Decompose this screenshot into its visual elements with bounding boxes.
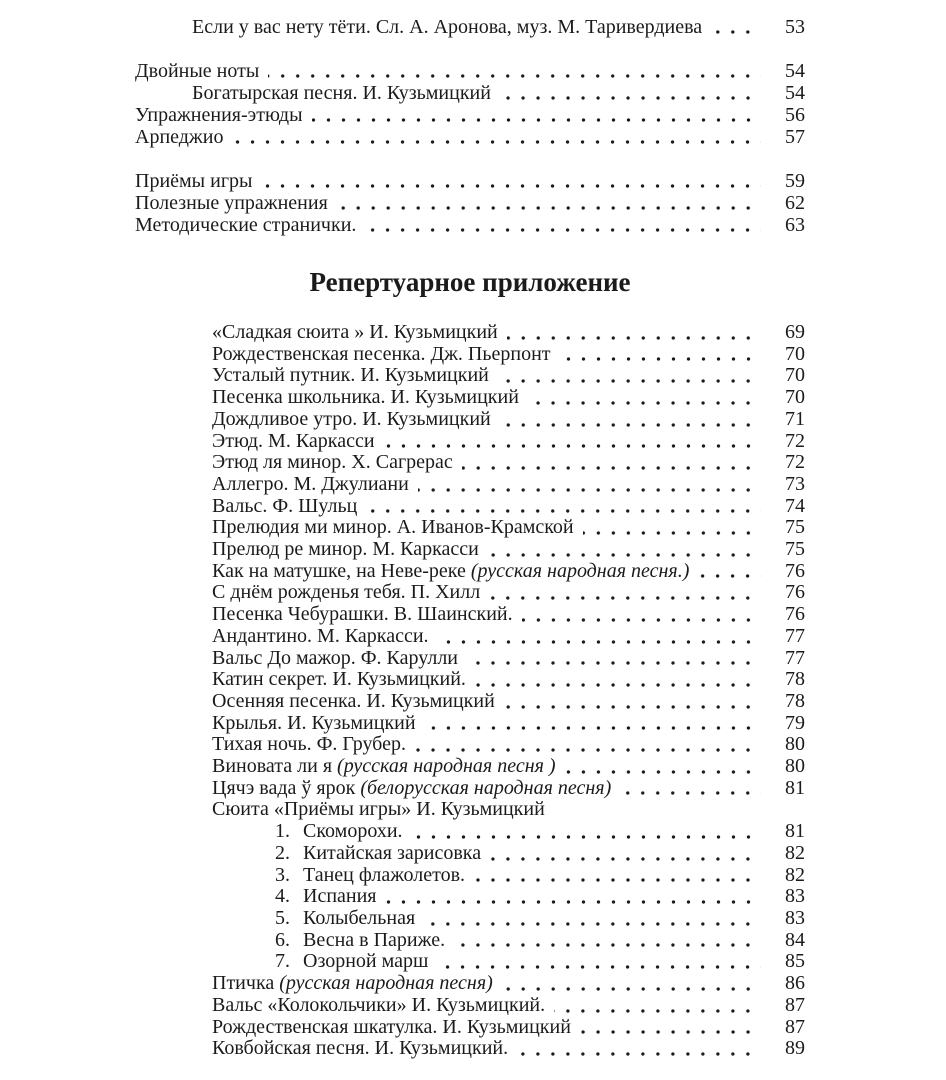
entry-title: Арпеджио <box>135 126 224 148</box>
entry-title: «Сладкая сюита » И. Кузьмицкий <box>212 321 498 343</box>
toc-entry <box>135 104 805 126</box>
dot-leader <box>502 987 761 991</box>
dot-leader <box>500 96 761 100</box>
toc-entry <box>212 734 805 756</box>
toc-entry <box>212 1017 805 1039</box>
page-number: 69 <box>785 321 805 343</box>
entry-title: Виновата ли я <box>212 755 338 778</box>
toc-entry <box>212 973 805 995</box>
dot-leader <box>454 943 761 947</box>
dot-leader <box>698 574 761 578</box>
toc-entry <box>212 409 805 431</box>
toc-entry <box>212 865 805 887</box>
toc-entry <box>212 1038 805 1060</box>
page-number: 75 <box>785 538 805 561</box>
dot-leader <box>711 30 761 34</box>
entry-title: Как на матушке, на Неве-реке <box>212 559 471 582</box>
item-number: 6. <box>275 928 290 951</box>
toc-entry <box>212 951 805 973</box>
toc-entry <box>212 496 805 518</box>
dot-leader <box>418 488 761 492</box>
toc-entry <box>212 431 805 453</box>
toc-entry <box>212 799 805 821</box>
dot-leader <box>489 596 761 600</box>
entry-title: Рождественская песенка. Дж. Пьерпонт <box>212 342 551 365</box>
dot-leader <box>365 228 761 232</box>
dot-leader <box>467 661 761 665</box>
toc-entry <box>212 821 805 843</box>
entry-title: Усталый путник. И. Кузьмицкий <box>212 364 489 387</box>
toc-entry <box>212 648 805 670</box>
dot-leader <box>312 118 761 122</box>
dot-leader <box>474 878 761 882</box>
page-number: 82 <box>785 841 805 864</box>
entry-title: Дождливое утро. И. Кузьмицкий <box>212 407 491 430</box>
page-number: 87 <box>785 1015 805 1038</box>
entry-title: Весна в Париже. <box>303 928 446 951</box>
dot-leader <box>517 1052 761 1056</box>
dot-leader <box>500 423 761 427</box>
page-number: 85 <box>785 950 805 973</box>
page-number: 53 <box>785 16 805 38</box>
entry-title: Вальс «Колокольчики» И. Кузьмицкий. <box>212 993 546 1016</box>
entry-title: Танец флажолетов. <box>303 863 466 886</box>
entry-title: Песенка Чебурашки. В. Шаинский. <box>212 603 513 626</box>
dot-leader <box>522 618 761 622</box>
entry-title: Цячэ вада ў ярок <box>212 776 361 799</box>
toc-entry <box>135 60 805 82</box>
page-number: 75 <box>785 516 805 539</box>
toc-entry <box>212 930 805 952</box>
toc-entry <box>212 322 805 344</box>
entry-title-italic: (белорусская народная песня) <box>360 776 612 799</box>
entry-title: Если у вас нету тёти. Сл. А. Аронова, муз. М. Таривердиева <box>192 16 703 38</box>
entry-title-italic: (русская народная песня) <box>279 972 493 995</box>
entry-title: Китайская зарисовка <box>303 841 482 864</box>
entry-title: С днём рожденья тебя. П. Хилл <box>212 581 481 604</box>
entry-title: Катин секрет. И. Кузьмицкий. <box>212 668 466 691</box>
item-number: 1. <box>275 820 290 843</box>
entry-title: Вальс До мажор. Ф. Карулли <box>212 646 459 669</box>
page-number: 89 <box>785 1037 805 1060</box>
entry-title: Этюд ля минор. Х. Сагрерас <box>212 451 453 474</box>
page-number: 57 <box>785 126 805 148</box>
entry-title-italic: (русская народная песня ) <box>337 755 556 778</box>
entry-title: Полезные упражнения <box>135 192 328 214</box>
page-number: 56 <box>785 104 805 126</box>
dot-leader <box>384 444 761 448</box>
toc-entry <box>135 170 805 192</box>
page-number: 86 <box>785 972 805 995</box>
dot-leader <box>412 835 761 839</box>
entry-title: Вальс. Ф. Шульц <box>212 494 358 517</box>
page-number: 72 <box>785 451 805 474</box>
entry-title: Прелюдия ми минор. А. Иванов-Крамской <box>212 516 574 539</box>
dot-leader <box>415 748 761 752</box>
toc-entry <box>135 126 805 148</box>
page-number: 78 <box>785 689 805 712</box>
page-number: 80 <box>785 733 805 756</box>
item-number: 2. <box>275 841 290 864</box>
entry-title: Двойные ноты <box>135 60 260 82</box>
entry-title: Тихая ночь. Ф. Грубер. <box>212 733 406 756</box>
page-number: 78 <box>785 668 805 691</box>
entry-title: Упражнения-этюды <box>135 104 303 126</box>
dot-leader <box>337 206 761 210</box>
item-number: 3. <box>275 863 290 886</box>
dot-leader <box>620 791 761 795</box>
toc-entry <box>212 691 805 713</box>
dot-leader <box>261 184 761 188</box>
page-number: 54 <box>785 82 805 104</box>
dot-leader <box>386 900 761 904</box>
dot-leader <box>560 357 761 361</box>
entry-title: Птичка <box>212 972 280 995</box>
toc-entry <box>212 713 805 735</box>
toc-entry <box>212 365 805 387</box>
entry-title: Аллегро. М. Джулиани <box>212 472 409 495</box>
toc-entry <box>135 16 805 38</box>
page-number: 73 <box>785 472 805 495</box>
page-number: 74 <box>785 494 805 517</box>
toc-entry <box>212 517 805 539</box>
toc-entry <box>135 82 805 104</box>
entry-title: Крылья. И. Кузьмицкий <box>212 711 416 734</box>
toc-entry <box>135 214 805 236</box>
page-number: 71 <box>785 407 805 430</box>
page-number: 54 <box>785 60 805 82</box>
dot-leader <box>490 857 761 861</box>
item-number: 4. <box>275 885 290 908</box>
entry-title: Озорной марш <box>303 950 429 973</box>
toc-entry <box>212 778 805 800</box>
dot-leader <box>583 531 761 535</box>
dot-leader <box>504 705 761 709</box>
page-number: 63 <box>785 214 805 236</box>
entry-title: Испания <box>303 885 377 908</box>
toc-entry <box>212 561 805 583</box>
page-number: 87 <box>785 993 805 1016</box>
page-number: 77 <box>785 624 805 647</box>
entry-title: Приёмы игры <box>135 170 253 192</box>
repertoire-section <box>212 322 805 1060</box>
page-number: 72 <box>785 429 805 452</box>
entry-title: Методические странички. <box>135 214 357 236</box>
entry-title: Богатырская песня. И. Кузьмицкий <box>192 82 491 104</box>
toc-entry <box>212 843 805 865</box>
entry-title: Колыбельная <box>303 906 416 929</box>
entry-title: Этюд. М. Каркасси <box>212 429 375 452</box>
entry-title: Прелюд ре минор. М. Каркасси <box>212 538 479 561</box>
toc-entry <box>212 604 805 626</box>
toc-top-section <box>135 16 805 236</box>
page-number: 84 <box>785 928 805 951</box>
dot-leader <box>232 140 761 144</box>
dot-leader <box>437 965 761 969</box>
dot-leader <box>488 553 761 557</box>
dot-leader <box>507 336 761 340</box>
toc-entry <box>212 344 805 366</box>
page-number: 62 <box>785 192 805 214</box>
dot-leader <box>554 1009 761 1013</box>
dot-leader <box>462 466 761 470</box>
toc-entry <box>212 582 805 604</box>
page-number: 76 <box>785 581 805 604</box>
page-number: 79 <box>785 711 805 734</box>
toc-entry <box>212 669 805 691</box>
section-heading: Репертуарное приложение <box>309 267 631 297</box>
entry-title: Осенняя песенка. И. Кузьмицкий <box>212 689 495 712</box>
page-number: 76 <box>785 559 805 582</box>
page-number: 59 <box>785 170 805 192</box>
dot-leader <box>438 640 761 644</box>
entry-title: Сюита «Приёмы игры» И. Кузьмицкий <box>212 798 545 821</box>
toc-entry <box>212 756 805 778</box>
page-number: 81 <box>785 776 805 799</box>
item-number: 7. <box>275 950 290 973</box>
page-number: 83 <box>785 885 805 908</box>
page-number: 76 <box>785 603 805 626</box>
dot-leader <box>424 922 761 926</box>
item-number: 5. <box>275 906 290 929</box>
toc-entry <box>212 539 805 561</box>
page-number: 70 <box>785 364 805 387</box>
toc-entry <box>212 452 805 474</box>
dot-leader <box>528 401 761 405</box>
page-number: 70 <box>785 342 805 365</box>
entry-title-italic: (русская народная песня.) <box>470 559 690 582</box>
toc-entry <box>212 626 805 648</box>
page-number: 82 <box>785 863 805 886</box>
page-number: 80 <box>785 755 805 778</box>
dot-leader <box>565 770 761 774</box>
page-number: 83 <box>785 906 805 929</box>
entry-title: Песенка школьника. И. Кузьмицкий <box>212 386 519 409</box>
dot-leader <box>498 379 761 383</box>
toc-entry <box>212 886 805 908</box>
dot-leader <box>268 74 761 78</box>
entry-title: Андантино. М. Каркасси. <box>212 624 429 647</box>
entry-title: Скоморохи. <box>303 820 403 843</box>
page-number: 81 <box>785 820 805 843</box>
dot-leader <box>366 509 761 513</box>
toc-entry <box>135 192 805 214</box>
toc-entry <box>212 387 805 409</box>
page-number: 77 <box>785 646 805 669</box>
entry-title: Рождественская шкатулка. И. Кузьмицкий <box>212 1015 571 1038</box>
dot-leader <box>475 683 761 687</box>
page-number: 70 <box>785 386 805 409</box>
toc-entry <box>212 995 805 1017</box>
toc-entry <box>212 474 805 496</box>
dot-leader <box>580 1030 761 1034</box>
toc-entry <box>212 908 805 930</box>
entry-title: Ковбойская песня. И. Кузьмицкий. <box>212 1037 509 1060</box>
dot-leader <box>425 726 761 730</box>
